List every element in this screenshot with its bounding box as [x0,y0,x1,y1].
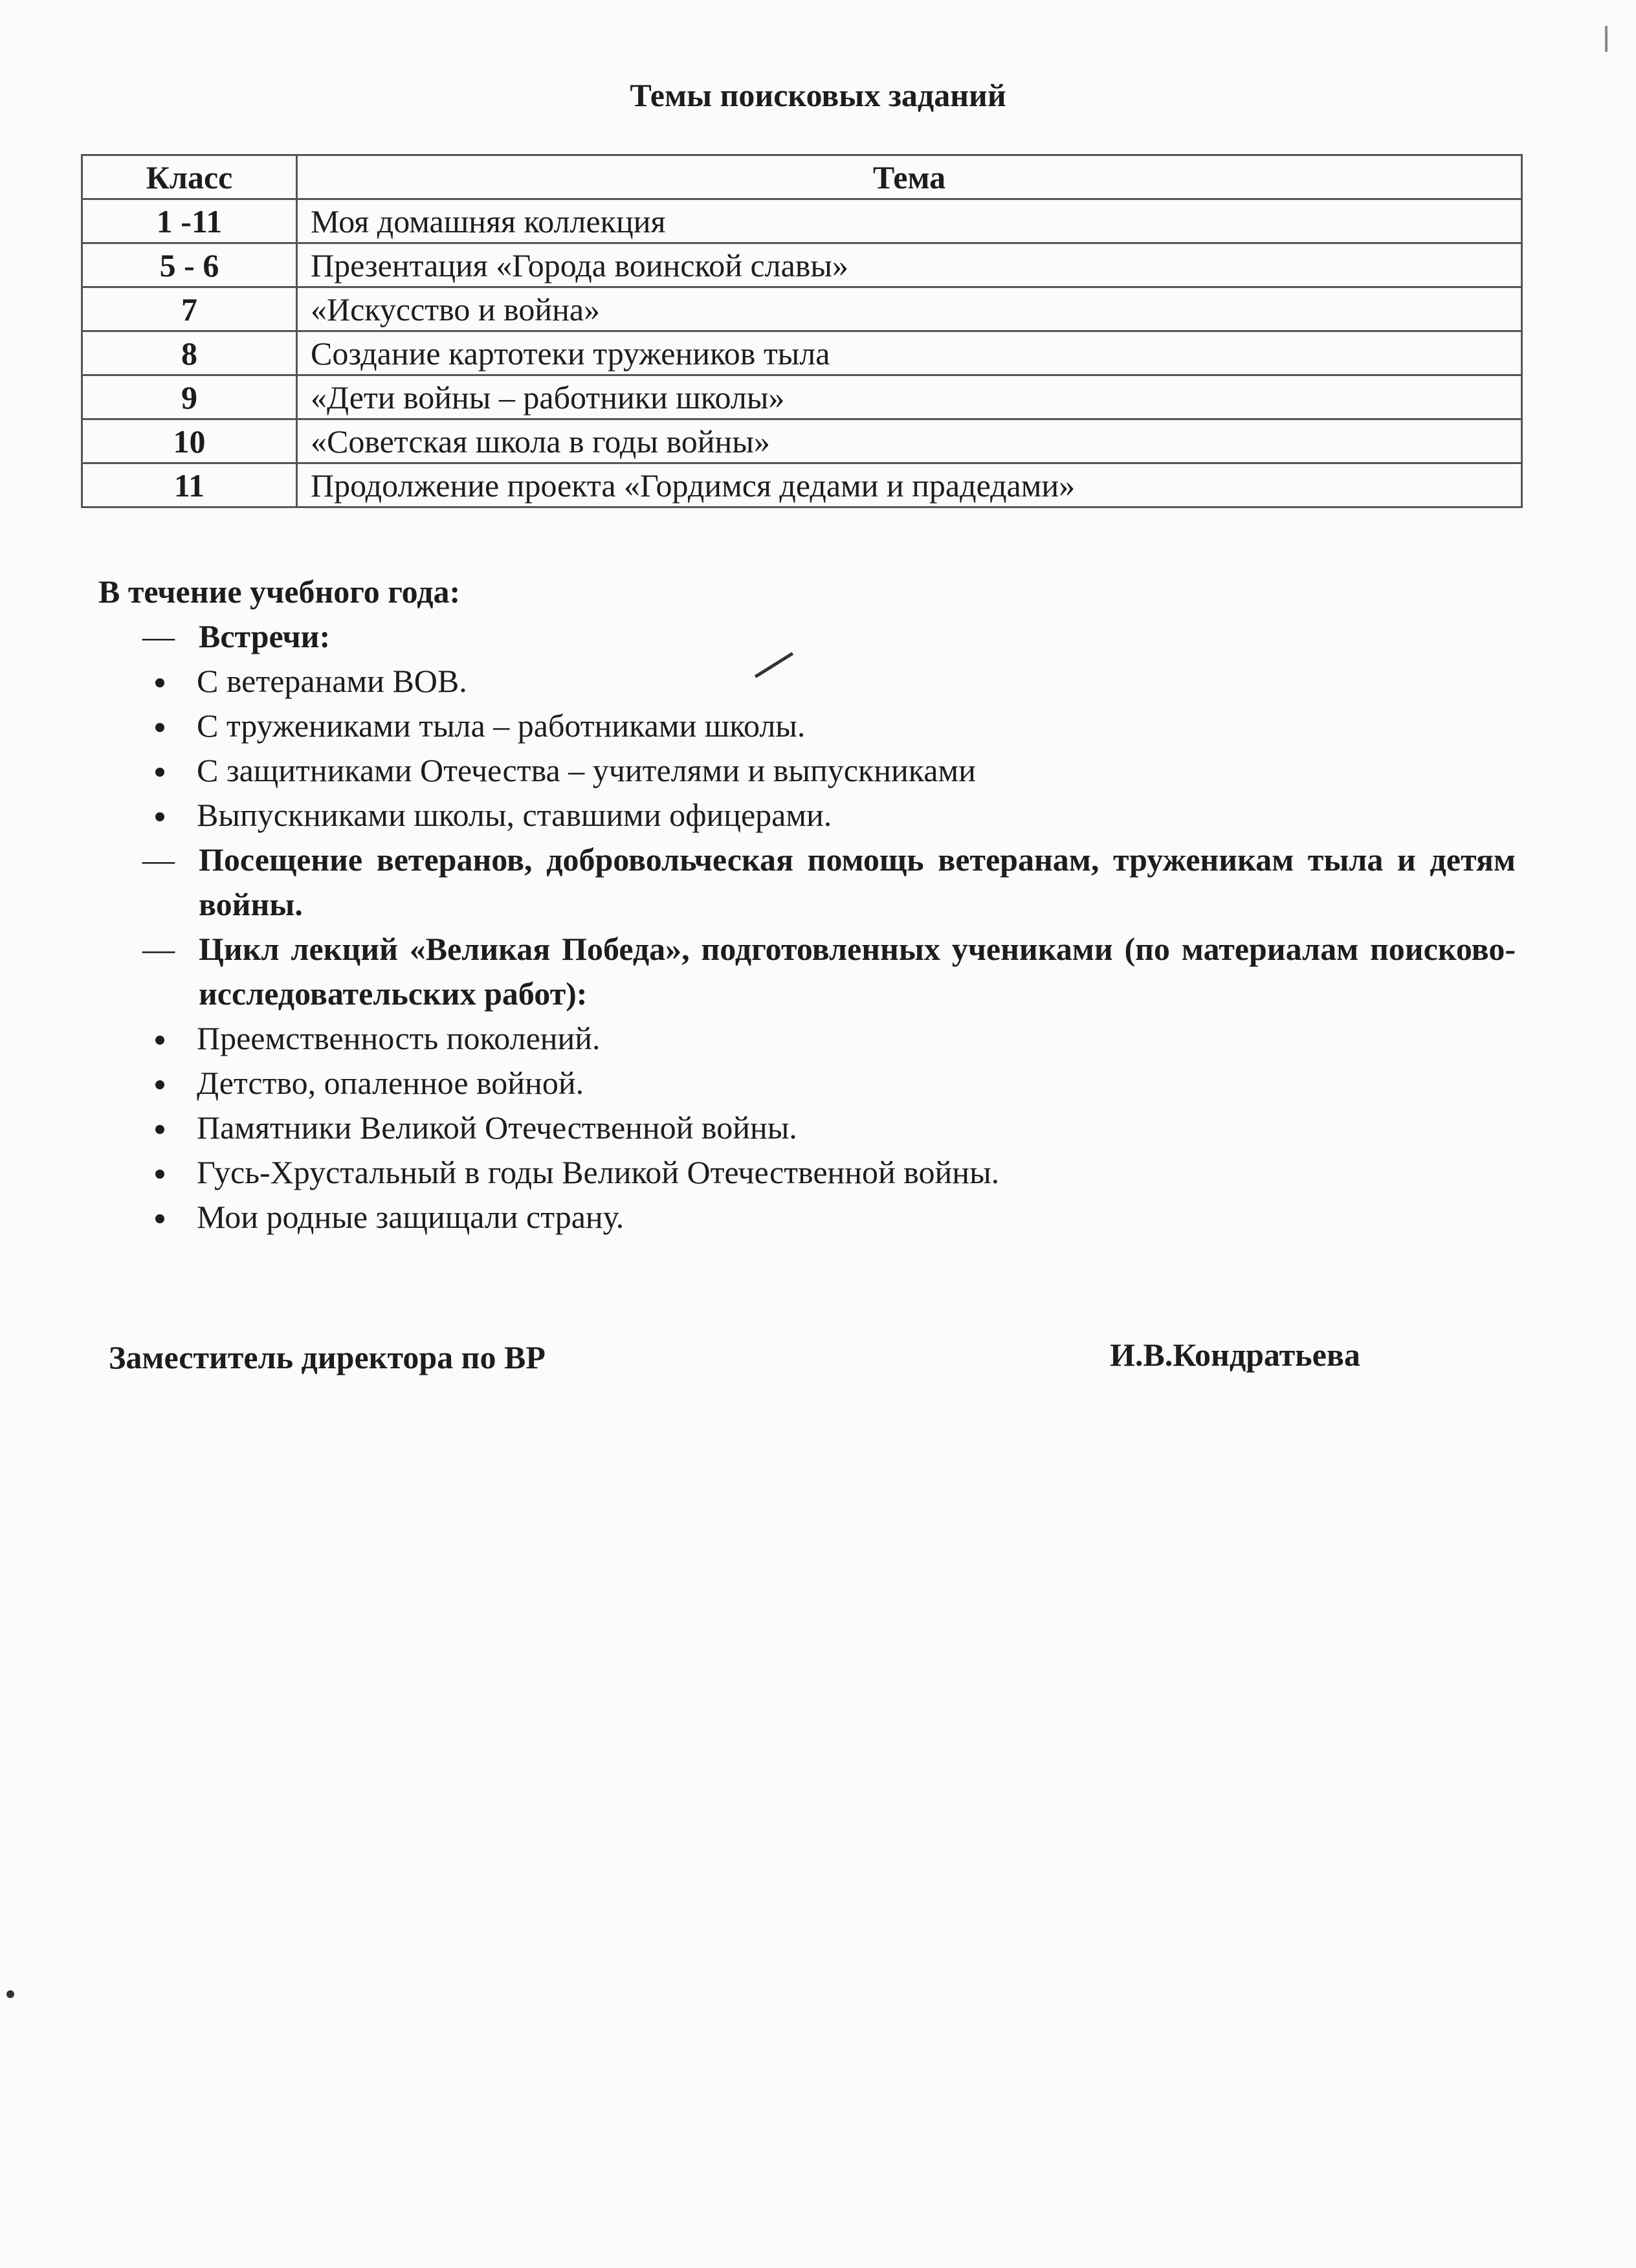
grade-cell: 9 [82,375,297,419]
list-item [98,793,1516,838]
grade-cell: 11 [82,463,297,507]
dash-marker: — [142,841,175,878]
bullet-icon [155,1080,164,1089]
bullet-icon [155,1170,164,1179]
table-row [82,419,1522,463]
list-item-text: Выпускниками школы, ставшими офицерами. [197,797,832,833]
grade-cell: 8 [82,331,297,375]
topic-cell: Презентация «Города воинской славы» [297,243,1522,287]
list-item [98,748,1516,793]
list-item-text: Памятники Великой Отечественной войны. [197,1109,797,1146]
signature-name: И.В.Кондратьева [1110,1337,1360,1373]
year-heading: В течение учебного года: [98,573,461,610]
topic-cell: Создание картотеки тружеников тыла [297,331,1522,375]
bullet-icon [155,723,164,732]
list-item-text: Гусь-Хрустальный в годы Великой Отечественной войны. [197,1154,1000,1190]
meetings-list [98,659,1516,838]
header-grade: Класс [82,155,297,199]
table-header-row [82,155,1522,199]
grade-cell: 1 -11 [82,199,297,243]
grade-cell: 10 [82,419,297,463]
grade-cell: 5 - 6 [82,243,297,287]
bullet-icon [155,1214,164,1223]
meetings-heading [98,614,1516,659]
topic-cell: Моя домашняя коллекция [297,199,1522,243]
table-row [82,199,1522,243]
list-item-text: С ветеранами ВОВ. [197,663,467,699]
bullet-icon [155,812,164,821]
topic-cell: «Советская школа в годы войны» [297,419,1522,463]
lectures-item [98,927,1516,1016]
dash-marker: — [142,618,175,654]
bullet-icon [155,1036,164,1045]
list-item [98,1061,1516,1106]
topic-cell: «Дети войны – работники школы» [297,375,1522,419]
bullet-icon [155,1125,164,1134]
list-item [98,659,1516,704]
meetings-title: Встречи: [199,618,331,654]
header-topic: Тема [297,155,1522,199]
visits-item [98,838,1516,927]
list-item-text: Детство, опаленное войной. [197,1065,584,1101]
list-item-text: С защитниками Отечества – учителями и выпускниками [197,752,976,788]
scan-mark [6,1990,14,1998]
list-item [98,1195,1516,1240]
list-item-text: Преемственность поколений. [197,1020,601,1056]
list-item-text: Мои родные защищали страну. [197,1199,625,1235]
topic-cell: «Искусство и война» [297,287,1522,331]
grade-cell: 7 [82,287,297,331]
table-row [82,287,1522,331]
table-row [82,331,1522,375]
list-item [98,1150,1516,1195]
table-row [82,243,1522,287]
scan-mark [1605,26,1608,52]
list-item [98,1106,1516,1150]
visits-text: Посещение ветеранов, добровольческая помощь ветеранам, труженикам тыла и детям войны. [199,841,1516,922]
lectures-list [98,1016,1516,1240]
activities-section [98,570,1516,1240]
bullet-icon [155,678,164,687]
list-item [98,704,1516,748]
table-row [82,463,1522,507]
table-row [82,375,1522,419]
topic-cell: Продолжение проекта «Гордимся дедами и прадедами» [297,463,1522,507]
dash-marker: — [142,931,175,967]
lectures-text: Цикл лекций «Великая Победа», подготовленных учениками (по материалам поисково-исследовательских работ): [199,931,1516,1012]
list-item [98,1016,1516,1061]
bullet-icon [155,768,164,777]
page-title: Темы поисковых заданий [630,77,1006,113]
signature-position: Заместитель директора по ВР [109,1339,546,1375]
list-item-text: С тружениками тыла – работниками школы. [197,707,806,744]
topics-table [81,154,1523,508]
